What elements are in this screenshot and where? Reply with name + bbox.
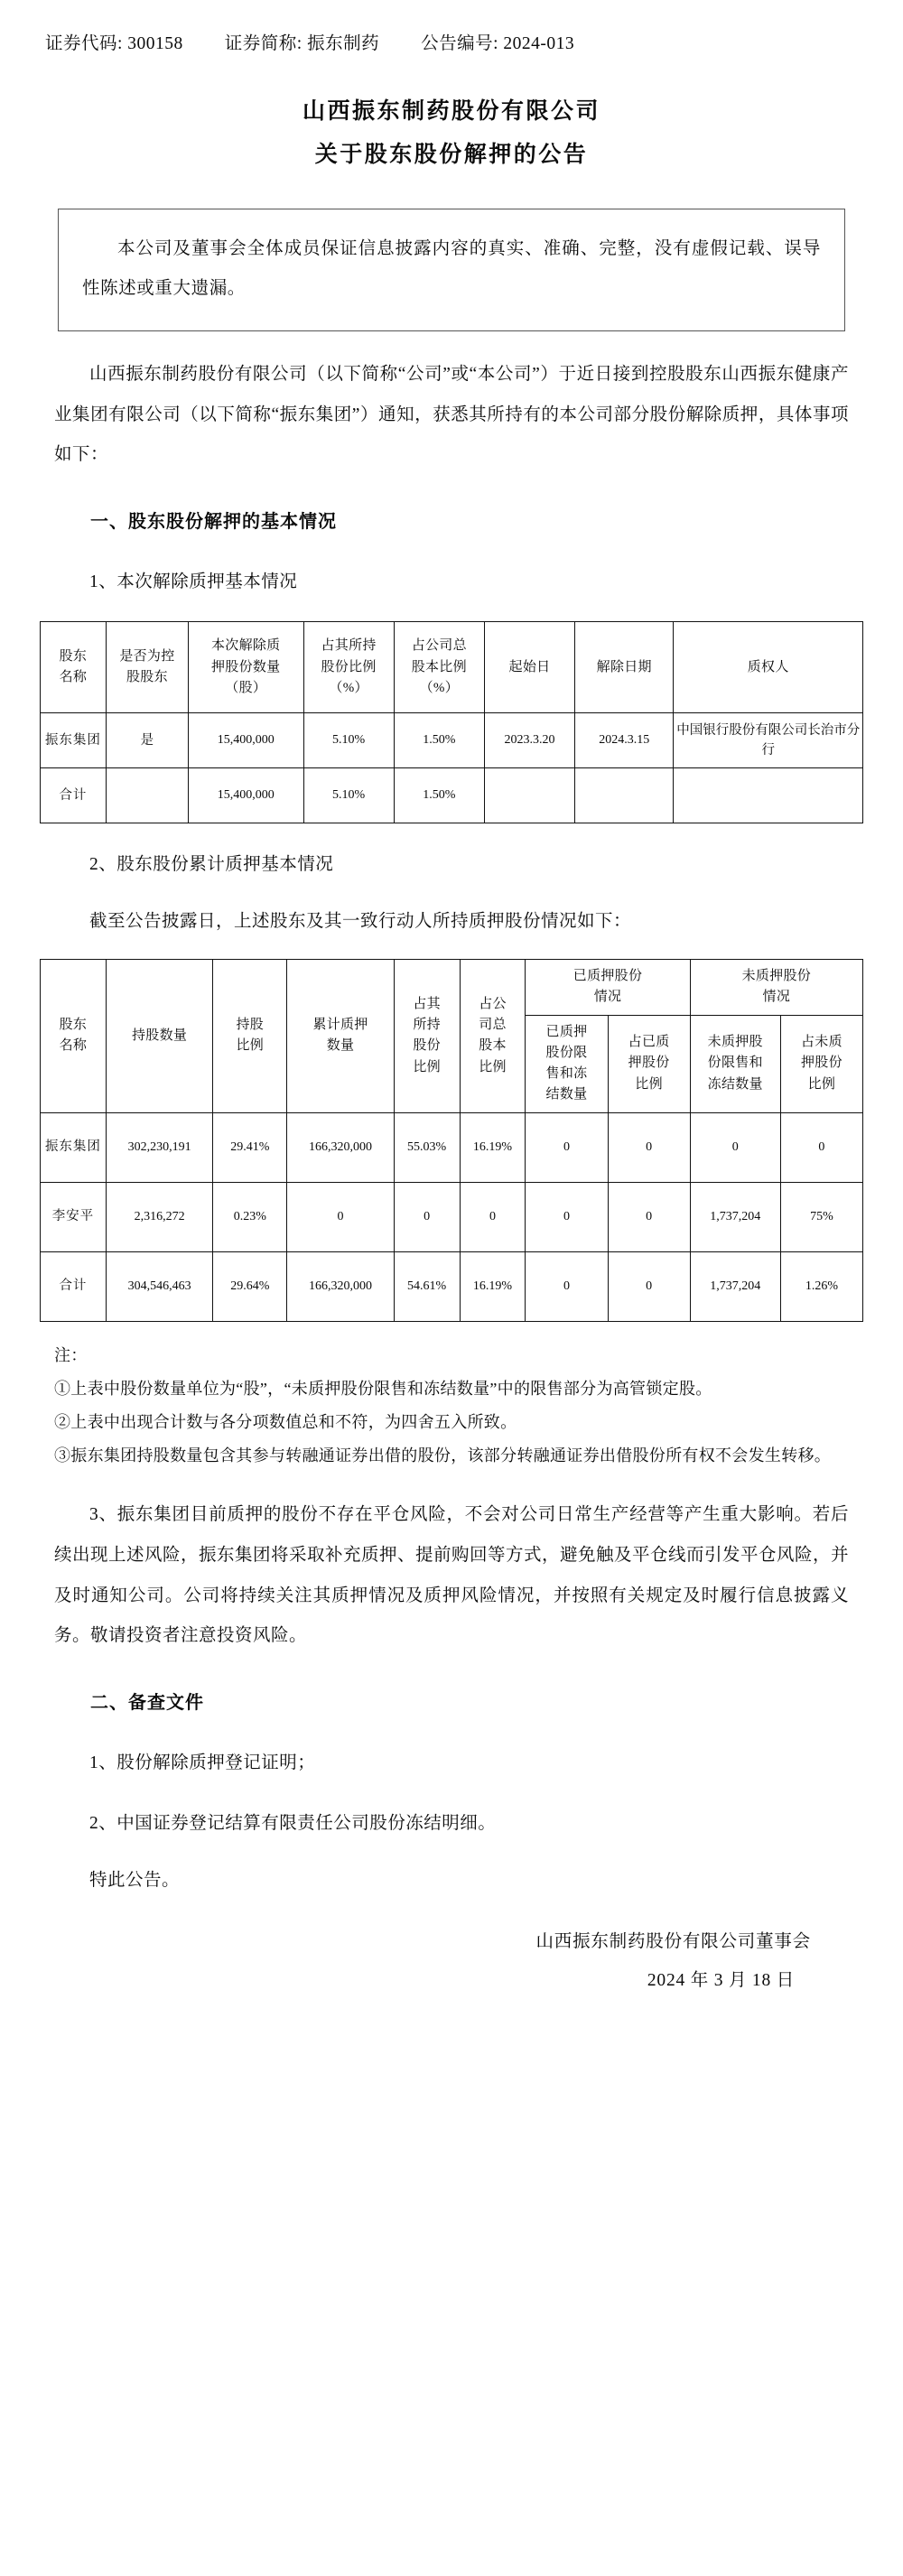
section-1-sub-1-heading: 1、本次解除质押基本情况 <box>89 572 298 592</box>
cell-holding-pct: 0.23% <box>213 1182 287 1251</box>
table-total-row <box>41 1251 863 1321</box>
section-1-heading: 一、股东股份解押的基本情况 <box>90 512 337 533</box>
cell-pct-of-total: 16.19% <box>460 1112 526 1182</box>
section-2-item-2: 2、中国证券登记结算有限责任公司股份冻结明细。 <box>89 1814 497 1834</box>
col-pct-of-total: 占公 司总 股本 比例 <box>460 960 526 1113</box>
table-notes <box>54 1340 849 1472</box>
cell-pledgee: 中国银行股份有限公司长治市分行 <box>674 713 863 768</box>
col-start-date: 起始日 <box>484 622 574 713</box>
table-header-row <box>41 622 863 713</box>
col-release-date: 解除日期 <box>575 622 674 713</box>
cell-shares-held: 304,546,463 <box>106 1251 212 1321</box>
col-cumulative-pledged: 累计质押 数量 <box>287 960 394 1113</box>
col-pledged-restricted-pct: 占已质 押股份 比例 <box>608 1015 690 1112</box>
cell-pledged-restricted-pct: 0 <box>608 1182 690 1251</box>
section-1-item-3: 3、振东集团目前质押的股份不存在平仓风险，不会对公司日常生产经营等产生重大影响。若后续出现上述风险，振东集团将采取补充质押、提前购回等方式，避免触及平仓线而引发平仓风险，并及时通知公司。公司将持续关注其质押情况及质押风险情况，并按照有关规定及时履行信息披露义务。敬请投资者注意投资风险。 <box>54 1504 850 1646</box>
cell-unpledged-restricted: 1,737,204 <box>690 1182 780 1251</box>
col-shareholder-name: 股东 名称 <box>41 622 107 713</box>
col-unpledged-restricted: 未质押股 份限售和 冻结数量 <box>690 1015 780 1112</box>
cell-pledged-restricted-pct: 0 <box>608 1251 690 1321</box>
cell-pledged-restricted-pct: 0 <box>608 1112 690 1182</box>
col-pct-of-total: 占公司总 股本比例 （%） <box>394 622 484 713</box>
cell-pct-of-holding: 5.10% <box>303 713 394 768</box>
document-header <box>40 20 863 54</box>
disclaimer-box <box>58 209 845 331</box>
cell-cumulative-pledged: 166,320,000 <box>287 1251 394 1321</box>
cell-is-controlling <box>106 768 188 823</box>
cell-holding-pct: 29.64% <box>213 1251 287 1321</box>
col-released-shares: 本次解除质 押股份数量 （股） <box>188 622 303 713</box>
cell-unpledged-restricted: 1,737,204 <box>690 1251 780 1321</box>
cell-shareholder-name: 合计 <box>41 768 107 823</box>
cell-shares-held: 302,230,191 <box>106 1112 212 1182</box>
cell-shares-held: 2,316,272 <box>106 1182 212 1251</box>
cell-pct-of-holding: 0 <box>394 1182 460 1251</box>
col-holding-pct: 持股 比例 <box>213 960 287 1113</box>
cell-pledged-restricted: 0 <box>526 1251 608 1321</box>
cell-shareholder-name: 振东集团 <box>41 713 107 768</box>
page-title-line1: 山西振东制药股份有限公司 <box>302 99 600 124</box>
signing-company: 山西振东制药股份有限公司董事会 <box>535 1932 811 1952</box>
cell-holding-pct: 29.41% <box>213 1112 287 1182</box>
cell-release-date <box>575 768 674 823</box>
table-row <box>41 713 863 768</box>
cell-is-controlling: 是 <box>106 713 188 768</box>
col-shareholder-name: 股东 名称 <box>41 960 107 1113</box>
cell-unpledged-restricted-pct: 1.26% <box>780 1251 862 1321</box>
note-item-2: ②上表中出现合计数与各分项数值总和不符，为四舍五入所致。 <box>54 1412 517 1431</box>
table-row <box>41 1182 863 1251</box>
table-row <box>41 1112 863 1182</box>
col-pledged-restricted: 已质押 股份限 售和冻 结数量 <box>526 1015 608 1112</box>
note-item-1: ①上表中股份数量单位为“股”，“未质押股份限售和冻结数量”中的限售部分为高管锁定股。 <box>54 1379 712 1398</box>
section-1-sub-2-lead: 截至公告披露日，上述股东及其一致行动人所持质押股份情况如下： <box>89 912 632 932</box>
col-unpledged-restricted-pct: 占未质 押股份 比例 <box>780 1015 862 1112</box>
cumulative-pledge-table <box>40 959 863 1322</box>
signature-block <box>40 1923 811 2001</box>
cell-pledgee <box>674 768 863 823</box>
disclaimer-text: 本公司及董事会全体成员保证信息披露内容的真实、准确、完整，没有虚假记载、误导性陈述或重大遗漏。 <box>82 239 821 298</box>
cell-shareholder-name: 振东集团 <box>41 1112 107 1182</box>
cell-pct-of-holding: 54.61% <box>394 1251 460 1321</box>
intro-paragraph: 山西振东制药股份有限公司（以下简称“公司”或“本公司”）于近日接到控股股东山西振东健康产业集团有限公司（以下简称“振东集团”）通知，获悉其所持有的本公司部分股份解除质押，具体事项如下： <box>54 364 849 465</box>
cell-shareholder-name: 合计 <box>41 1251 107 1321</box>
table-total-row <box>41 768 863 823</box>
section-1-sub-2-heading: 2、股东股份累计质押基本情况 <box>89 855 334 875</box>
section-2-heading: 二、备查文件 <box>90 1693 204 1714</box>
cell-pledged-restricted: 0 <box>526 1182 608 1251</box>
cell-cumulative-pledged: 166,320,000 <box>287 1112 394 1182</box>
security-code: 证券代码: 300158 <box>45 34 183 53</box>
cell-pct-of-total: 16.19% <box>460 1251 526 1321</box>
cell-unpledged-restricted: 0 <box>690 1112 780 1182</box>
signing-date: 2024 年 3 月 18 日 <box>647 1970 795 1990</box>
col-pct-of-holding: 占其 所持 股份 比例 <box>394 960 460 1113</box>
cell-pct-of-total: 1.50% <box>394 768 484 823</box>
cell-pct-of-total: 0 <box>460 1182 526 1251</box>
security-name: 证券简称: 振东制药 <box>224 34 380 53</box>
group-pledged-shares: 已质押股份 情况 <box>526 960 690 1016</box>
col-pledgee: 质权人 <box>674 622 863 713</box>
announcement-number: 公告编号: 2024-013 <box>421 34 575 53</box>
cell-shareholder-name: 李安平 <box>41 1182 107 1251</box>
col-pct-of-holding: 占其所持 股份比例 （%） <box>303 622 394 713</box>
cell-released-shares: 15,400,000 <box>188 768 303 823</box>
section-2-item-1: 1、股份解除质押登记证明； <box>89 1753 316 1773</box>
page-title-line2: 关于股东股份解押的公告 <box>314 142 589 167</box>
cell-cumulative-pledged: 0 <box>287 1182 394 1251</box>
cell-pct-of-holding: 55.03% <box>394 1112 460 1182</box>
cell-pledged-restricted: 0 <box>526 1112 608 1182</box>
cell-pct-of-holding: 5.10% <box>303 768 394 823</box>
cell-unpledged-restricted-pct: 75% <box>780 1182 862 1251</box>
cell-unpledged-restricted-pct: 0 <box>780 1112 862 1182</box>
note-item-3: ③振东集团持股数量包含其参与转融通证券出借的股份，该部分转融通证券出借股份所有权不会发生转移。 <box>54 1446 832 1465</box>
release-pledge-table <box>40 621 863 823</box>
cell-release-date: 2024.3.15 <box>575 713 674 768</box>
cell-released-shares: 15,400,000 <box>188 713 303 768</box>
group-unpledged-shares: 未质押股份 情况 <box>690 960 862 1016</box>
cell-start-date: 2023.3.20 <box>484 713 574 768</box>
col-shares-held: 持股数量 <box>106 960 212 1113</box>
col-is-controlling: 是否为控 股股东 <box>106 622 188 713</box>
cell-pct-of-total: 1.50% <box>394 713 484 768</box>
notes-label: 注： <box>54 1345 88 1364</box>
table-group-header-row <box>41 960 863 1016</box>
title-block <box>40 90 863 176</box>
closing-statement: 特此公告。 <box>89 1871 181 1891</box>
cell-start-date <box>484 768 574 823</box>
